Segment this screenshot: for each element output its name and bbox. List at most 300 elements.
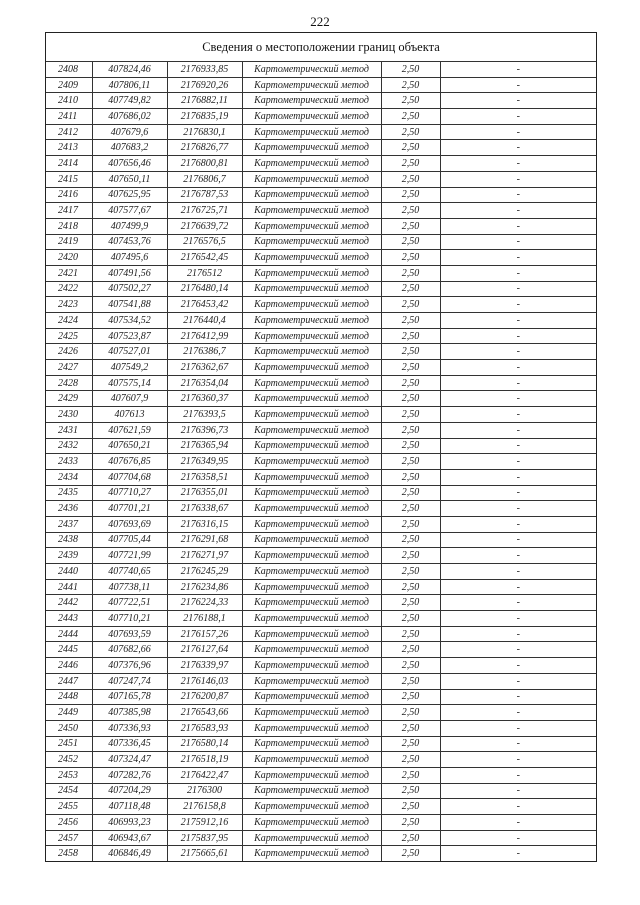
x-coordinate-cell: 407495,6 [92,250,167,266]
point-number-cell: 2450 [46,720,92,736]
table-row [46,564,596,580]
accuracy-cell: 2,50 [381,297,440,313]
x-coordinate-cell: 407577,67 [92,203,167,219]
point-number-cell: 2422 [46,281,92,297]
y-coordinate-cell: 2176158,8 [167,799,242,815]
point-number-cell: 2411 [46,109,92,125]
y-coordinate-cell: 2176188,1 [167,611,242,627]
x-coordinate-cell: 407523,87 [92,328,167,344]
point-number-cell: 2451 [46,736,92,752]
y-coordinate-cell: 2176518,19 [167,752,242,768]
accuracy-cell: 2,50 [381,422,440,438]
method-cell: Картометрический метод [242,391,381,407]
method-cell: Картометрический метод [242,422,381,438]
accuracy-cell: 2,50 [381,407,440,423]
y-coordinate-cell: 2176300 [167,783,242,799]
description-cell: - [440,297,596,313]
table-row [46,328,596,344]
table-row [46,595,596,611]
point-number-cell: 2424 [46,313,92,329]
method-cell: Картометрический метод [242,705,381,721]
boundary-points-table [46,61,596,861]
method-cell: Картометрический метод [242,297,381,313]
x-coordinate-cell: 407705,44 [92,532,167,548]
x-coordinate-cell: 407824,46 [92,62,167,78]
table-row [46,720,596,736]
description-cell: - [440,140,596,156]
description-cell: - [440,626,596,642]
y-coordinate-cell: 2176583,93 [167,720,242,736]
accuracy-cell: 2,50 [381,658,440,674]
y-coordinate-cell: 2176882,11 [167,93,242,109]
description-cell: - [440,344,596,360]
accuracy-cell: 2,50 [381,360,440,376]
y-coordinate-cell: 2176580,14 [167,736,242,752]
point-number-cell: 2430 [46,407,92,423]
table-row [46,626,596,642]
x-coordinate-cell: 407204,29 [92,783,167,799]
x-coordinate-cell: 407693,59 [92,626,167,642]
description-cell: - [440,673,596,689]
x-coordinate-cell: 407625,95 [92,187,167,203]
y-coordinate-cell: 2176826,77 [167,140,242,156]
x-coordinate-cell: 407613 [92,407,167,423]
y-coordinate-cell: 2176835,19 [167,109,242,125]
method-cell: Картометрический метод [242,265,381,281]
accuracy-cell: 2,50 [381,469,440,485]
table-row [46,375,596,391]
accuracy-cell: 2,50 [381,532,440,548]
description-cell: - [440,767,596,783]
table-row [46,62,596,78]
x-coordinate-cell: 407686,02 [92,109,167,125]
y-coordinate-cell: 2176453,42 [167,297,242,313]
method-cell: Картометрический метод [242,234,381,250]
method-cell: Картометрический метод [242,501,381,517]
accuracy-cell: 2,50 [381,93,440,109]
table-row [46,767,596,783]
y-coordinate-cell: 2176339,97 [167,658,242,674]
table-body [46,62,596,862]
accuracy-cell: 2,50 [381,438,440,454]
point-number-cell: 2425 [46,328,92,344]
description-cell: - [440,93,596,109]
method-cell: Картометрический метод [242,720,381,736]
y-coordinate-cell: 2176386,7 [167,344,242,360]
method-cell: Картометрический метод [242,375,381,391]
x-coordinate-cell: 407165,78 [92,689,167,705]
y-coordinate-cell: 2176933,85 [167,62,242,78]
description-cell: - [440,799,596,815]
x-coordinate-cell: 406993,23 [92,815,167,831]
y-coordinate-cell: 2176291,68 [167,532,242,548]
table-row [46,815,596,831]
y-coordinate-cell: 2176146,03 [167,673,242,689]
x-coordinate-cell: 407682,66 [92,642,167,658]
y-coordinate-cell: 2176358,51 [167,469,242,485]
y-coordinate-cell: 2176543,66 [167,705,242,721]
description-cell: - [440,736,596,752]
x-coordinate-cell: 407683,2 [92,140,167,156]
accuracy-cell: 2,50 [381,705,440,721]
method-cell: Картометрический метод [242,203,381,219]
method-cell: Картометрический метод [242,313,381,329]
table-row [46,77,596,93]
x-coordinate-cell: 406846,49 [92,846,167,861]
y-coordinate-cell: 2176245,29 [167,564,242,580]
x-coordinate-cell: 407650,21 [92,438,167,454]
y-coordinate-cell: 2176787,53 [167,187,242,203]
method-cell: Картометрический метод [242,328,381,344]
accuracy-cell: 2,50 [381,579,440,595]
description-cell: - [440,234,596,250]
method-cell: Картометрический метод [242,250,381,266]
table-row [46,454,596,470]
x-coordinate-cell: 407324,47 [92,752,167,768]
accuracy-cell: 2,50 [381,830,440,846]
point-number-cell: 2438 [46,532,92,548]
x-coordinate-cell: 407499,9 [92,218,167,234]
method-cell: Картометрический метод [242,454,381,470]
table-row [46,171,596,187]
table-row [46,783,596,799]
x-coordinate-cell: 407282,76 [92,767,167,783]
description-cell: - [440,579,596,595]
method-cell: Картометрический метод [242,171,381,187]
point-number-cell: 2443 [46,611,92,627]
method-cell: Картометрический метод [242,218,381,234]
y-coordinate-cell: 2176800,81 [167,156,242,172]
accuracy-cell: 2,50 [381,250,440,266]
y-coordinate-cell: 2176480,14 [167,281,242,297]
description-cell: - [440,642,596,658]
accuracy-cell: 2,50 [381,720,440,736]
method-cell: Картометрический метод [242,532,381,548]
description-cell: - [440,516,596,532]
accuracy-cell: 2,50 [381,767,440,783]
description-cell: - [440,203,596,219]
y-coordinate-cell: 2176412,99 [167,328,242,344]
x-coordinate-cell: 407491,56 [92,265,167,281]
description-cell: - [440,281,596,297]
table-row [46,391,596,407]
x-coordinate-cell: 407376,96 [92,658,167,674]
accuracy-cell: 2,50 [381,611,440,627]
accuracy-cell: 2,50 [381,140,440,156]
description-cell: - [440,422,596,438]
table-row [46,297,596,313]
accuracy-cell: 2,50 [381,626,440,642]
description-cell: - [440,689,596,705]
boundary-table-frame [45,32,597,862]
point-number-cell: 2427 [46,360,92,376]
description-cell: - [440,156,596,172]
x-coordinate-cell: 407336,93 [92,720,167,736]
x-coordinate-cell: 407534,52 [92,313,167,329]
description-cell: - [440,407,596,423]
method-cell: Картометрический метод [242,407,381,423]
table-row [46,579,596,595]
x-coordinate-cell: 407806,11 [92,77,167,93]
accuracy-cell: 2,50 [381,156,440,172]
point-number-cell: 2415 [46,171,92,187]
method-cell: Картометрический метод [242,626,381,642]
description-cell: - [440,265,596,281]
accuracy-cell: 2,50 [381,454,440,470]
accuracy-cell: 2,50 [381,171,440,187]
method-cell: Картометрический метод [242,109,381,125]
point-number-cell: 2412 [46,124,92,140]
y-coordinate-cell: 2175665,61 [167,846,242,861]
method-cell: Картометрический метод [242,752,381,768]
point-number-cell: 2437 [46,516,92,532]
point-number-cell: 2455 [46,799,92,815]
accuracy-cell: 2,50 [381,501,440,517]
description-cell: - [440,375,596,391]
point-number-cell: 2421 [46,265,92,281]
point-number-cell: 2458 [46,846,92,861]
y-coordinate-cell: 2176639,72 [167,218,242,234]
y-coordinate-cell: 2176316,15 [167,516,242,532]
point-number-cell: 2446 [46,658,92,674]
y-coordinate-cell: 2176271,97 [167,548,242,564]
y-coordinate-cell: 2176725,71 [167,203,242,219]
description-cell: - [440,109,596,125]
accuracy-cell: 2,50 [381,689,440,705]
method-cell: Картометрический метод [242,767,381,783]
x-coordinate-cell: 407676,85 [92,454,167,470]
description-cell: - [440,705,596,721]
x-coordinate-cell: 407385,98 [92,705,167,721]
accuracy-cell: 2,50 [381,564,440,580]
x-coordinate-cell: 407502,27 [92,281,167,297]
table-row [46,485,596,501]
accuracy-cell: 2,50 [381,846,440,861]
x-coordinate-cell: 407453,76 [92,234,167,250]
table-row [46,265,596,281]
point-number-cell: 2432 [46,438,92,454]
table-row [46,218,596,234]
y-coordinate-cell: 2176224,33 [167,595,242,611]
accuracy-cell: 2,50 [381,203,440,219]
y-coordinate-cell: 2176806,7 [167,171,242,187]
y-coordinate-cell: 2176422,47 [167,767,242,783]
accuracy-cell: 2,50 [381,281,440,297]
accuracy-cell: 2,50 [381,516,440,532]
table-row [46,689,596,705]
method-cell: Картометрический метод [242,548,381,564]
y-coordinate-cell: 2176354,04 [167,375,242,391]
x-coordinate-cell: 407721,99 [92,548,167,564]
table-row [46,642,596,658]
point-number-cell: 2420 [46,250,92,266]
table-row [46,140,596,156]
y-coordinate-cell: 2176396,73 [167,422,242,438]
table-row [46,438,596,454]
description-cell: - [440,548,596,564]
point-number-cell: 2419 [46,234,92,250]
point-number-cell: 2447 [46,673,92,689]
table-row [46,658,596,674]
table-row [46,313,596,329]
x-coordinate-cell: 407701,21 [92,501,167,517]
description-cell: - [440,595,596,611]
accuracy-cell: 2,50 [381,328,440,344]
table-row [46,124,596,140]
x-coordinate-cell: 407541,88 [92,297,167,313]
y-coordinate-cell: 2176393,5 [167,407,242,423]
point-number-cell: 2441 [46,579,92,595]
method-cell: Картометрический метод [242,736,381,752]
method-cell: Картометрический метод [242,469,381,485]
table-row [46,830,596,846]
x-coordinate-cell: 407549,2 [92,360,167,376]
table-row [46,846,596,861]
table-row [46,611,596,627]
table-row [46,407,596,423]
y-coordinate-cell: 2176576,5 [167,234,242,250]
x-coordinate-cell: 407650,11 [92,171,167,187]
point-number-cell: 2453 [46,767,92,783]
point-number-cell: 2444 [46,626,92,642]
table-row [46,93,596,109]
accuracy-cell: 2,50 [381,344,440,360]
accuracy-cell: 2,50 [381,485,440,501]
description-cell: - [440,611,596,627]
page-number: 222 [310,14,330,29]
accuracy-cell: 2,50 [381,77,440,93]
description-cell: - [440,250,596,266]
x-coordinate-cell: 407710,27 [92,485,167,501]
accuracy-cell: 2,50 [381,391,440,407]
y-coordinate-cell: 2176234,86 [167,579,242,595]
accuracy-cell: 2,50 [381,313,440,329]
y-coordinate-cell: 2176512 [167,265,242,281]
method-cell: Картометрический метод [242,344,381,360]
x-coordinate-cell: 407738,11 [92,579,167,595]
description-cell: - [440,846,596,861]
y-coordinate-cell: 2175837,95 [167,830,242,846]
y-coordinate-cell: 2176355,01 [167,485,242,501]
y-coordinate-cell: 2176338,67 [167,501,242,517]
accuracy-cell: 2,50 [381,375,440,391]
table-row [46,156,596,172]
x-coordinate-cell: 407656,46 [92,156,167,172]
description-cell: - [440,815,596,831]
point-number-cell: 2440 [46,564,92,580]
y-coordinate-cell: 2176127,64 [167,642,242,658]
method-cell: Картометрический метод [242,642,381,658]
method-cell: Картометрический метод [242,689,381,705]
table-row [46,422,596,438]
table-row [46,799,596,815]
point-number-cell: 2431 [46,422,92,438]
y-coordinate-cell: 2176920,26 [167,77,242,93]
method-cell: Картометрический метод [242,485,381,501]
point-number-cell: 2410 [46,93,92,109]
method-cell: Картометрический метод [242,564,381,580]
method-cell: Картометрический метод [242,799,381,815]
y-coordinate-cell: 2176830,1 [167,124,242,140]
table-row [46,548,596,564]
point-number-cell: 2456 [46,815,92,831]
point-number-cell: 2423 [46,297,92,313]
description-cell: - [440,77,596,93]
accuracy-cell: 2,50 [381,265,440,281]
point-number-cell: 2428 [46,375,92,391]
accuracy-cell: 2,50 [381,187,440,203]
description-cell: - [440,485,596,501]
method-cell: Картометрический метод [242,846,381,861]
x-coordinate-cell: 407575,14 [92,375,167,391]
description-cell: - [440,124,596,140]
point-number-cell: 2454 [46,783,92,799]
x-coordinate-cell: 407527,01 [92,344,167,360]
method-cell: Картометрический метод [242,62,381,78]
accuracy-cell: 2,50 [381,124,440,140]
description-cell: - [440,658,596,674]
y-coordinate-cell: 2175912,16 [167,815,242,831]
accuracy-cell: 2,50 [381,234,440,250]
table-row [46,234,596,250]
y-coordinate-cell: 2176365,94 [167,438,242,454]
point-number-cell: 2442 [46,595,92,611]
method-cell: Картометрический метод [242,77,381,93]
table-row [46,673,596,689]
method-cell: Картометрический метод [242,281,381,297]
x-coordinate-cell: 407740,65 [92,564,167,580]
method-cell: Картометрический метод [242,815,381,831]
description-cell: - [440,313,596,329]
accuracy-cell: 2,50 [381,799,440,815]
description-cell: - [440,501,596,517]
method-cell: Картометрический метод [242,830,381,846]
description-cell: - [440,752,596,768]
point-number-cell: 2448 [46,689,92,705]
point-number-cell: 2416 [46,187,92,203]
point-number-cell: 2445 [46,642,92,658]
accuracy-cell: 2,50 [381,109,440,125]
table-row [46,516,596,532]
point-number-cell: 2436 [46,501,92,517]
method-cell: Картометрический метод [242,658,381,674]
method-cell: Картометрический метод [242,516,381,532]
y-coordinate-cell: 2176440,4 [167,313,242,329]
point-number-cell: 2449 [46,705,92,721]
table-row [46,469,596,485]
accuracy-cell: 2,50 [381,752,440,768]
accuracy-cell: 2,50 [381,595,440,611]
description-cell: - [440,360,596,376]
method-cell: Картометрический метод [242,783,381,799]
method-cell: Картометрический метод [242,124,381,140]
y-coordinate-cell: 2176542,45 [167,250,242,266]
y-coordinate-cell: 2176360,37 [167,391,242,407]
point-number-cell: 2408 [46,62,92,78]
point-number-cell: 2452 [46,752,92,768]
x-coordinate-cell: 407710,21 [92,611,167,627]
description-cell: - [440,171,596,187]
point-number-cell: 2457 [46,830,92,846]
point-number-cell: 2417 [46,203,92,219]
description-cell: - [440,469,596,485]
x-coordinate-cell: 407247,74 [92,673,167,689]
table-row [46,344,596,360]
x-coordinate-cell: 406943,67 [92,830,167,846]
accuracy-cell: 2,50 [381,642,440,658]
y-coordinate-cell: 2176349,95 [167,454,242,470]
table-row [46,281,596,297]
